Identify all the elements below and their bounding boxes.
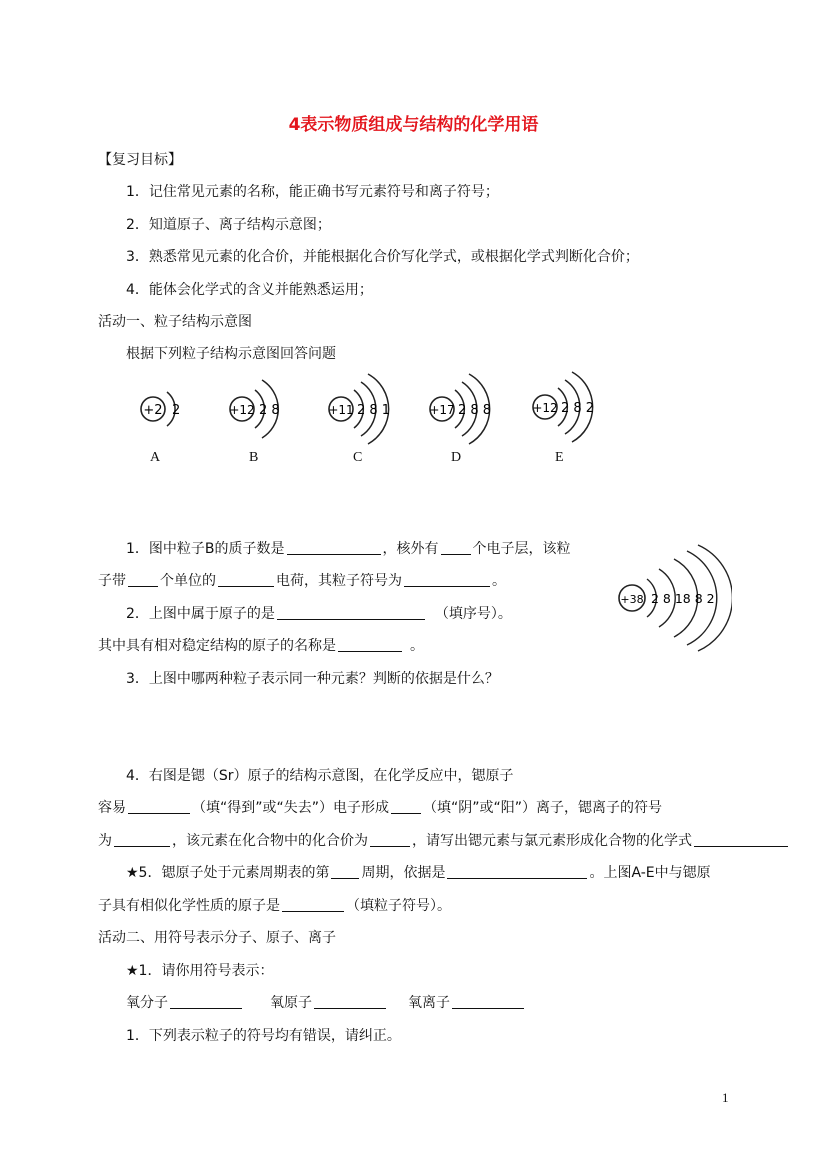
diagram-c-nucleus: +11 — [328, 403, 354, 417]
q1-blank-protons[interactable] — [287, 540, 381, 555]
question-4-line-1: 4．右图是锶（Sr）原子的结构示意图，在化学反应中，锶原子 — [126, 768, 514, 784]
q4-text-d: （填“阴”或“阳”）离子，锶离子的符号 — [423, 800, 663, 816]
q4-blank-gain-lose[interactable] — [128, 799, 190, 814]
question-4-line-2 — [98, 798, 662, 818]
sr-electrons: 2 8 18 8 2 — [651, 591, 715, 606]
review-item-1: 1．记住常见元素的名称，能正确书写元素符号和离子符号； — [126, 184, 499, 200]
q4-blank-ion-symbol[interactable] — [114, 832, 170, 847]
diagram-d — [429, 374, 491, 444]
q4-blank-formula[interactable] — [694, 832, 788, 847]
diagram-b — [229, 380, 279, 438]
review-item-2: 2．知道原子、离子结构示意图； — [126, 217, 331, 233]
q5-text-d: 子具有相似化学性质的原子是 — [98, 898, 280, 914]
sr-nucleus: +38 — [620, 593, 644, 606]
q5-text-a: ★5．锶原子处于元素周期表的第 — [126, 865, 330, 881]
q4-text-c: （填“得到”或“失去”）电子形成 — [192, 800, 390, 816]
q5-text-b: 周期，依据是 — [361, 865, 446, 881]
q4-blank-valence[interactable] — [370, 832, 410, 847]
activity2-symbols-line — [126, 993, 526, 1013]
q5-text-c: 。上图A-E中与锶原 — [589, 865, 711, 881]
q1-blank-units[interactable] — [128, 572, 158, 587]
question-2-line-1 — [126, 604, 512, 624]
review-item-3: 3．熟悉常见元素的化合价，并能根据化合价写化学式，或根据化学式判断化合价； — [126, 249, 639, 265]
q2-blank-atoms[interactable] — [277, 605, 425, 620]
diagram-b-nucleus: +12 — [229, 403, 255, 417]
activity1-heading: 活动一、粒子结构示意图 — [98, 314, 252, 330]
diagram-a-electrons: 2 — [172, 403, 181, 418]
page-title: 4表示物质组成与结构的化学用语 — [288, 115, 539, 135]
oxygen-molecule-blank[interactable] — [170, 994, 242, 1009]
q1-text-g: 。 — [492, 573, 506, 589]
activity2-question-2: 1．下列表示粒子的符号均有错误，请纠正。 — [126, 1028, 401, 1044]
q1-text-b: ，核外有 — [382, 541, 439, 557]
q1-text-c: 个电子层，该粒 — [472, 541, 571, 557]
q1-blank-layers[interactable] — [441, 540, 471, 555]
question-5-line-1 — [126, 863, 711, 883]
diagram-d-electrons: 2 8 8 — [458, 403, 492, 418]
label-d: D — [451, 450, 462, 465]
q4-text-f: ，该元素在化合物中的化合价为 — [172, 833, 368, 849]
strontium-structure-diagram — [612, 543, 732, 653]
review-heading: 【复习目标】 — [98, 152, 182, 168]
q4-text-b: 容易 — [98, 800, 126, 816]
q1-text-a: 1．图中粒子B的质子数是 — [126, 541, 285, 557]
question-5-line-2 — [98, 896, 451, 916]
q4-blank-ion-type[interactable] — [391, 799, 421, 814]
q1-blank-charge[interactable] — [218, 572, 274, 587]
question-1-line-1 — [126, 539, 571, 559]
oxygen-ion-blank[interactable] — [452, 994, 524, 1009]
oxygen-atom-label: 氧原子 — [270, 995, 312, 1011]
diagram-e — [532, 372, 594, 442]
q5-text-e: （填粒子符号）。 — [346, 898, 451, 914]
activity2-heading: 活动二、用符号表示分子、原子、离子 — [98, 930, 336, 946]
activity1-prompt: 根据下列粒子结构示意图回答问题 — [126, 346, 336, 362]
question-3: 3．上图中哪两种粒子表示同一种元素？判断的依据是什么？ — [126, 671, 499, 687]
q2-text-a: 2．上图中属于原子的是 — [126, 606, 275, 622]
diagram-d-nucleus: +17 — [429, 403, 455, 417]
page-number: 1 — [722, 1090, 729, 1105]
review-item-4: 4．能体会化学式的含义并能熟悉运用； — [126, 282, 373, 298]
diagram-e-nucleus: +12 — [532, 401, 558, 415]
diagram-b-electrons: 2 8 — [259, 403, 280, 418]
question-1-line-2 — [98, 571, 506, 591]
oxygen-molecule-label: 氧分子 — [126, 995, 168, 1011]
question-4-line-3 — [98, 831, 790, 851]
q1-text-d: 子带 — [98, 573, 126, 589]
diagram-c — [328, 374, 390, 444]
question-2-line-2 — [98, 636, 424, 656]
q5-blank-basis[interactable] — [447, 864, 587, 879]
q5-blank-similar[interactable] — [282, 897, 344, 912]
diagram-c-electrons: 2 8 1 — [357, 403, 391, 418]
q2-text-c: 其中具有相对稳定结构的原子的名称是 — [98, 638, 336, 654]
activity2-question-1: ★1．请你用符号表示： — [126, 963, 274, 979]
q4-text-e: 为 — [98, 833, 112, 849]
diagram-a — [141, 386, 184, 432]
q5-blank-period[interactable] — [331, 864, 359, 879]
label-e: E — [555, 450, 564, 465]
q2-text-d: 。 — [410, 638, 424, 654]
q1-blank-symbol[interactable] — [404, 572, 490, 587]
diagram-a-nucleus: +2 — [143, 403, 163, 418]
label-c: C — [353, 450, 363, 465]
label-b: B — [249, 450, 259, 465]
atom-structure-diagrams — [0, 368, 827, 488]
q1-text-e: 个单位的 — [160, 573, 216, 589]
oxygen-ion-label: 氧离子 — [408, 995, 450, 1011]
q4-text-g: ，请写出锶元素与氯元素形成化合物的化学式 — [412, 833, 692, 849]
q2-text-b: （填序号）。 — [434, 606, 512, 622]
q1-text-f: 电荷，其粒子符号为 — [276, 573, 402, 589]
diagram-e-electrons: 2 8 2 — [561, 401, 595, 416]
oxygen-atom-blank[interactable] — [314, 994, 386, 1009]
q2-blank-stable[interactable] — [338, 637, 402, 652]
label-a: A — [150, 450, 161, 465]
